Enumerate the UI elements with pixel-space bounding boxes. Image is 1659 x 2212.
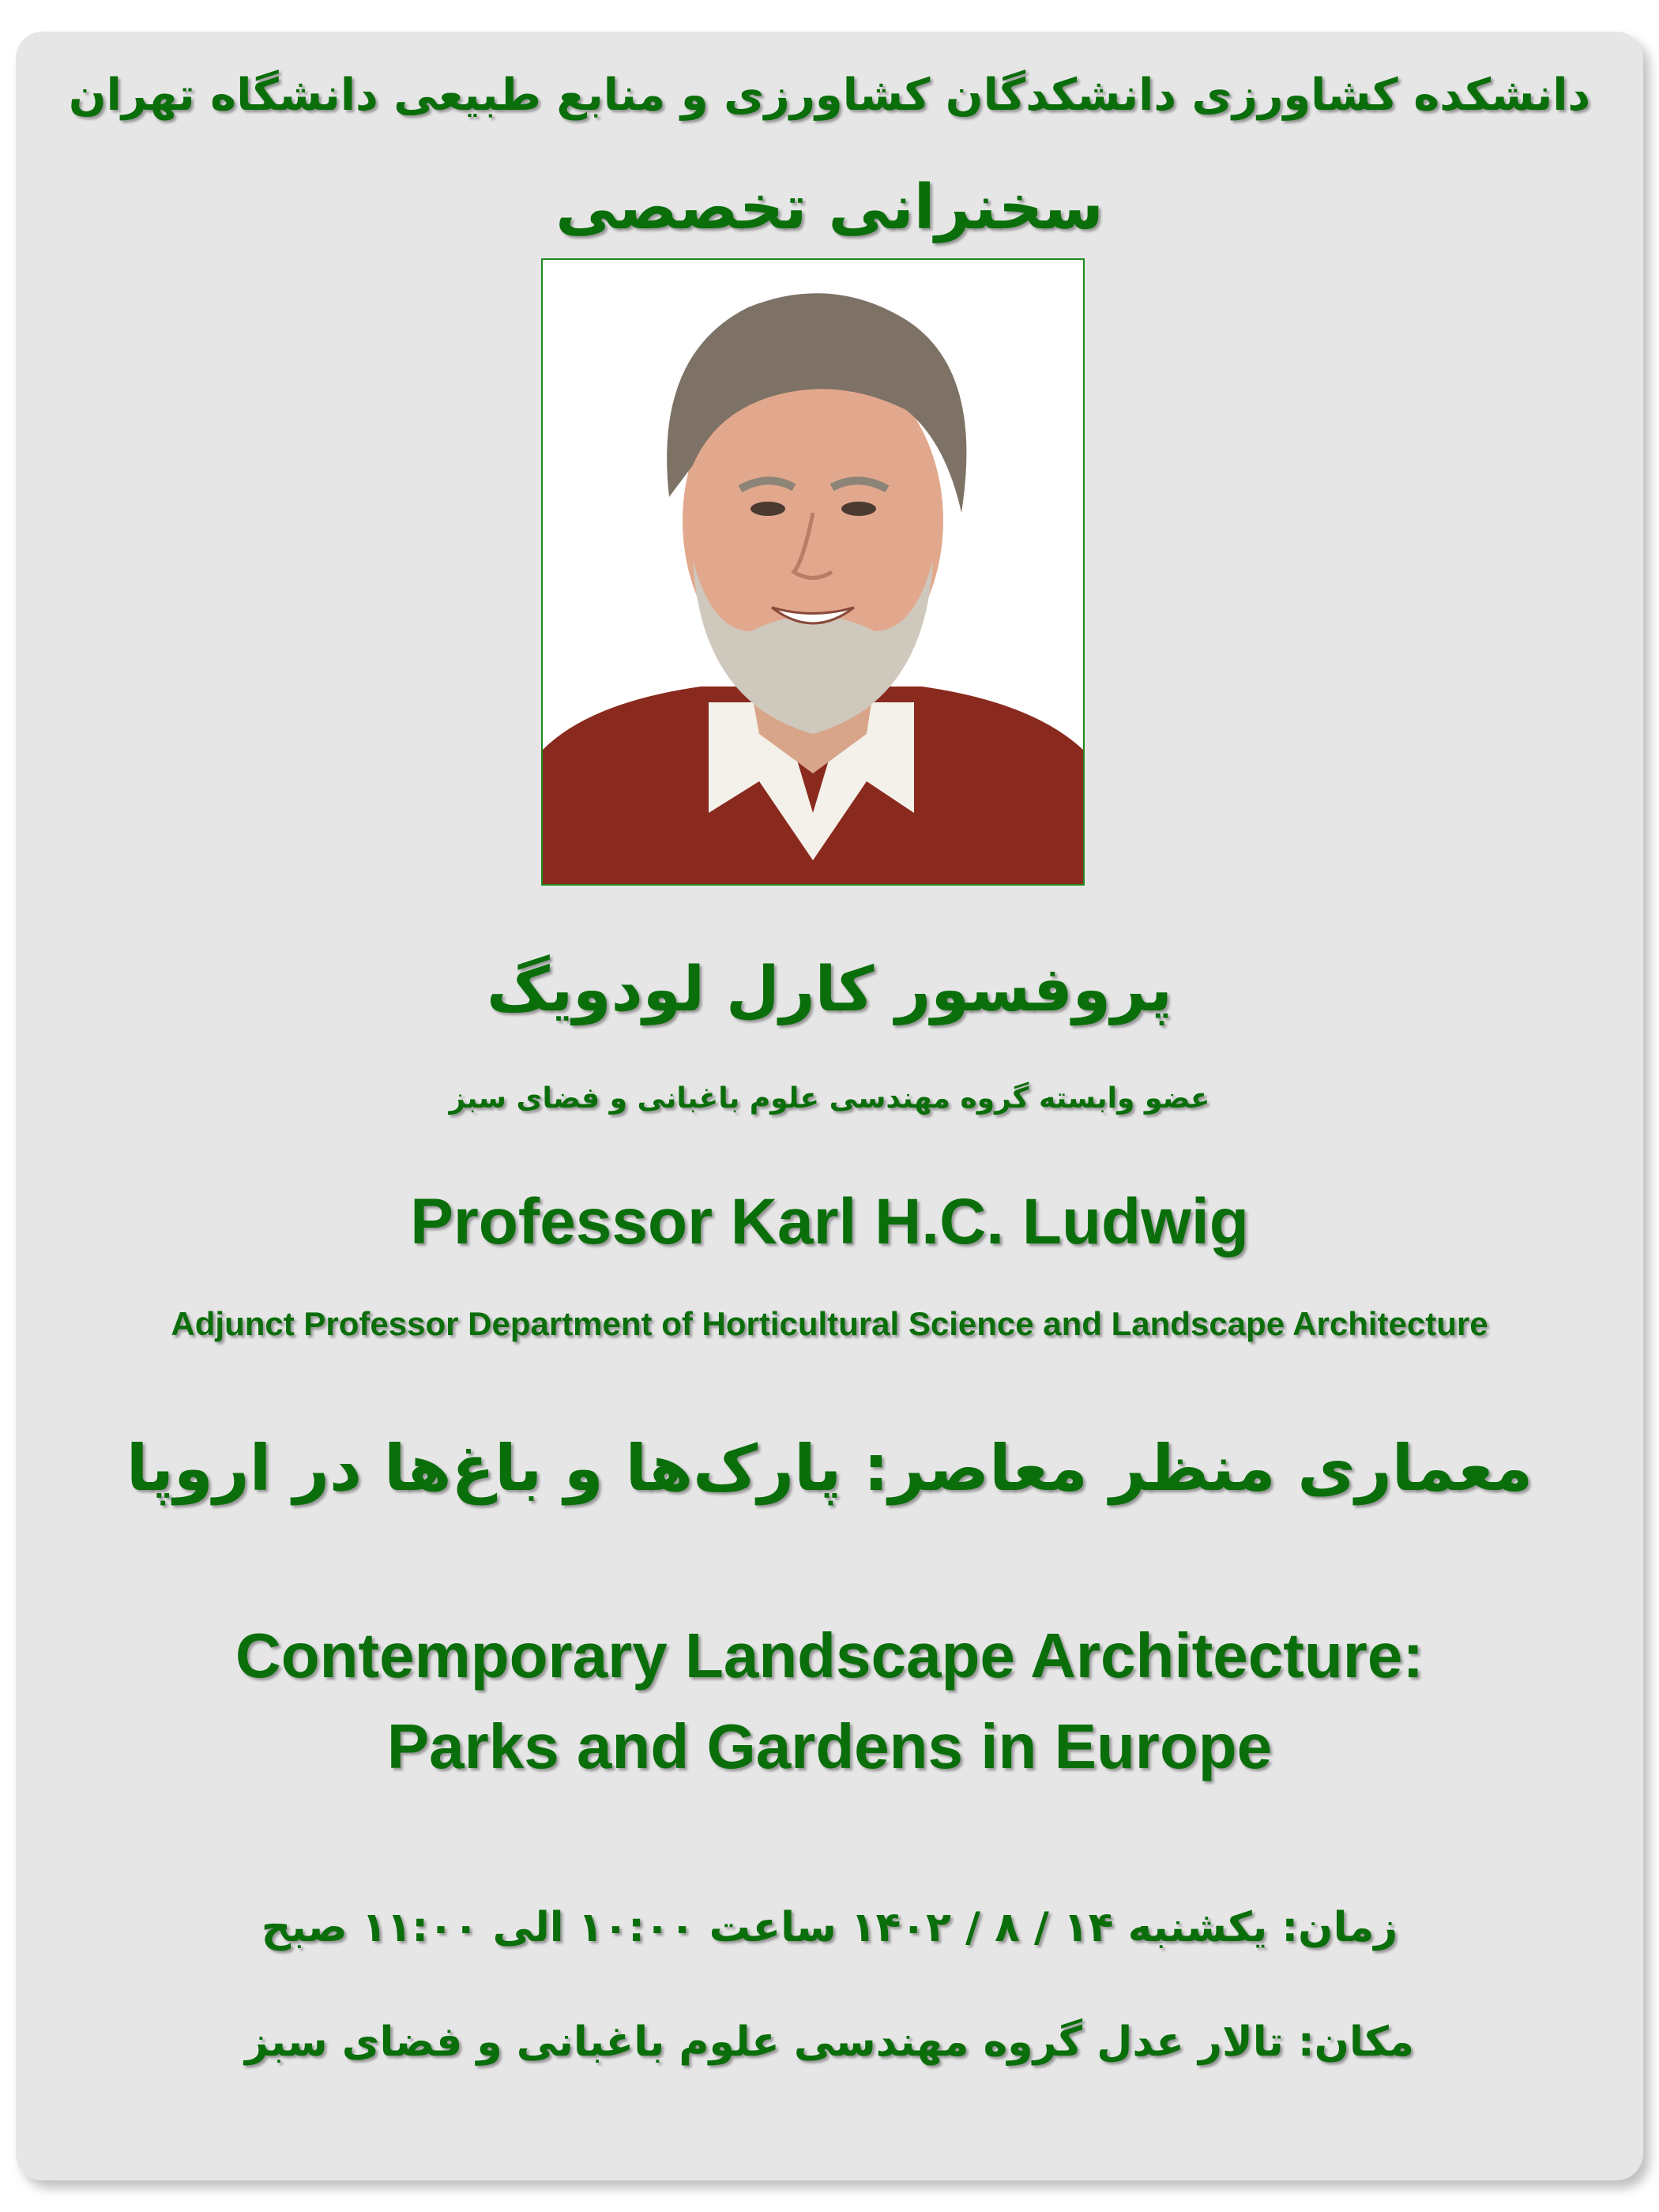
talk-title-fa: معماری منظر معاصر: پارک‌ها و باغ‌ها در اروپا bbox=[126, 1431, 1533, 1505]
talk-title-en-line2: Parks and Gardens in Europe bbox=[386, 1711, 1273, 1781]
speaker-name-fa: پروفسور کارل لودویگ bbox=[487, 954, 1172, 1025]
event-venue: مکان: تالار عدل گروه مهندسی علوم باغبانی و فضای سبز bbox=[244, 2018, 1415, 2066]
speaker-affiliation-fa: عضو وابسته گروه مهندسی علوم باغبانی و فضای سبز bbox=[449, 1082, 1210, 1115]
faculty-header: دانشکده کشاورزی دانشکدگان کشاورزی و منابع طبیعی دانشگاه تهران bbox=[68, 70, 1591, 121]
event-time: زمان: یکشنبه ۱۴ / ۸ / ۱۴۰۲ ساعت ۱۰:۰۰ الی ۱۱:۰۰ صبح bbox=[261, 1904, 1398, 1951]
event-type-title: سخنرانی تخصصی bbox=[555, 172, 1104, 243]
speaker-photo bbox=[541, 258, 1085, 886]
speaker-name-en: Professor Karl H.C. Ludwig bbox=[410, 1186, 1249, 1258]
talk-title-en-line1: Contemporary Landscape Architecture: bbox=[235, 1620, 1424, 1691]
speaker-affiliation-en: Adjunct Professor Department of Horticultural Science and Landscape Architecture bbox=[171, 1305, 1488, 1342]
